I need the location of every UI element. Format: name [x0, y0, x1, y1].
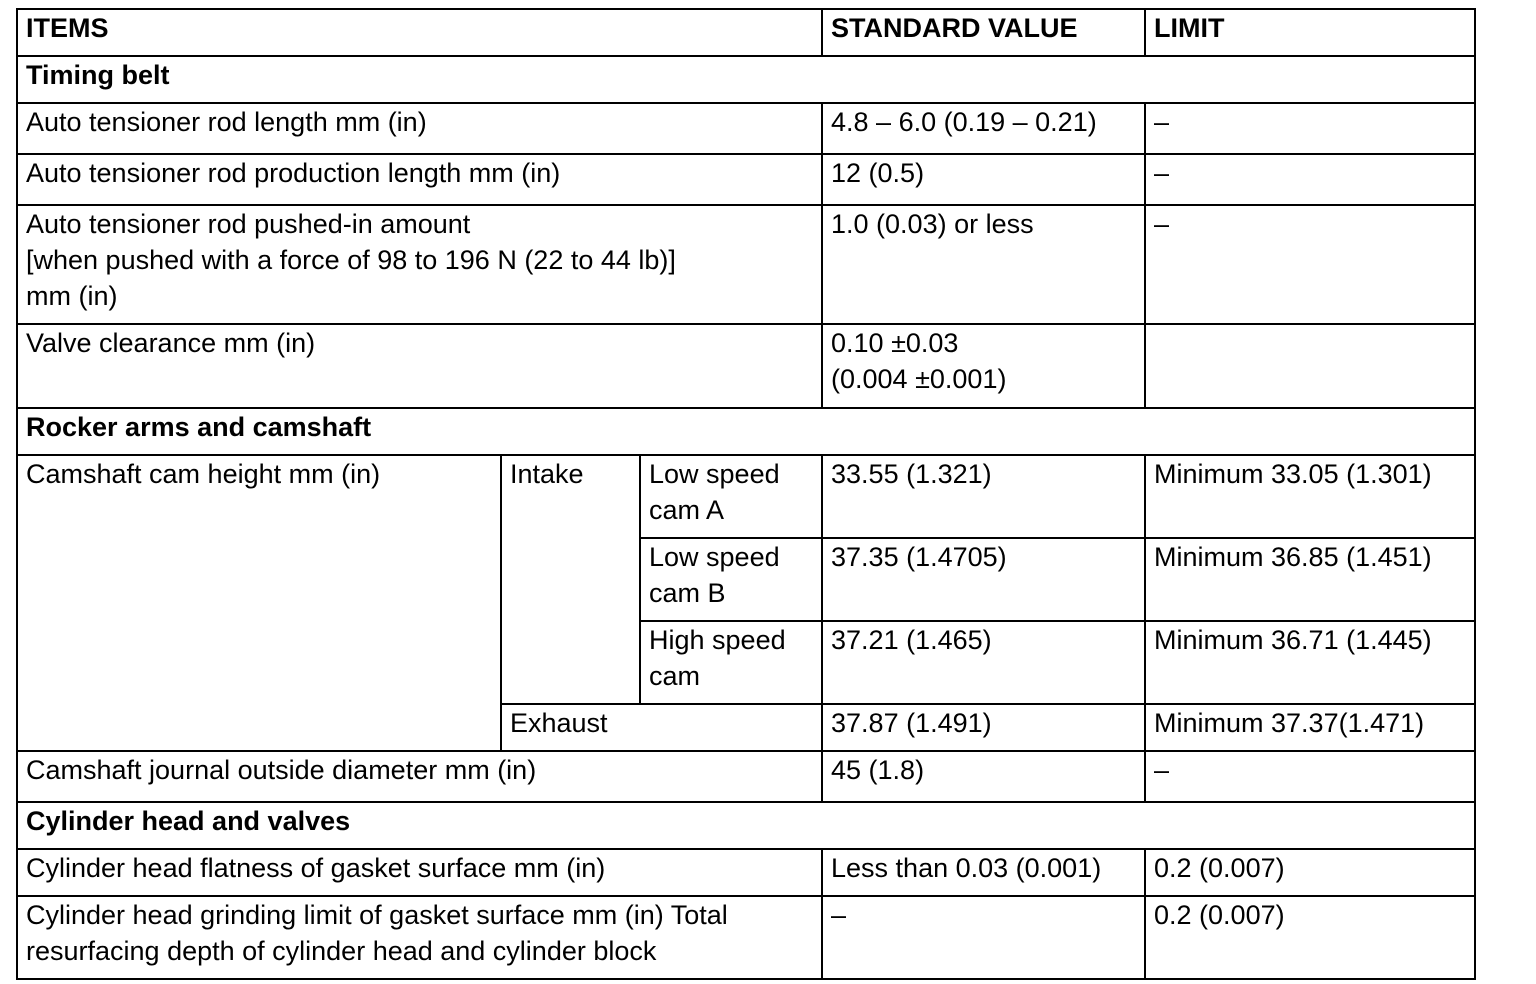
item-cell: Cylinder head flatness of gasket surface mm (in)	[17, 849, 822, 896]
standard-value-cell	[822, 324, 1145, 408]
item-cell: Camshaft cam height mm (in)	[17, 455, 501, 751]
cam-label-line: High speed	[649, 625, 786, 655]
item-cell: Camshaft journal outside diameter mm (in)	[17, 751, 822, 802]
exhaust-cell: Exhaust	[501, 704, 822, 751]
standard-value-cell: 1.0 (0.03) or less	[822, 205, 1145, 324]
item-cell	[17, 205, 822, 324]
cam-label-cell	[640, 538, 822, 621]
table-row	[17, 751, 1475, 802]
item-cell: Valve clearance mm (in)	[17, 324, 822, 408]
limit-cell: 0.2 (0.007)	[1145, 849, 1475, 896]
standard-value-cell: 4.8 – 6.0 (0.19 – 0.21)	[822, 103, 1145, 154]
limit-cell: –	[1145, 751, 1475, 802]
table-row	[17, 896, 1475, 979]
item-cell: Auto tensioner rod production length mm (in)	[17, 154, 822, 205]
item-line: Auto tensioner rod pushed-in amount	[26, 209, 471, 239]
standard-value-cell: Less than 0.03 (0.001)	[822, 849, 1145, 896]
cam-label-line: Low speed	[649, 542, 780, 572]
limit-cell: Minimum 37.37(1.471)	[1145, 704, 1475, 751]
section-title-rocker-arms: Rocker arms and camshaft	[17, 408, 1475, 455]
item-line: mm (in)	[26, 281, 118, 311]
header-items: ITEMS	[17, 9, 822, 56]
standard-value-line: (0.004 ±0.001)	[831, 364, 1007, 394]
standard-value-line: 0.10 ±0.03	[831, 328, 959, 358]
section-row-cylinder-head	[17, 802, 1475, 849]
item-line: [when pushed with a force of 98 to 196 N (22 to 44 lb)]	[26, 245, 676, 275]
limit-cell: 0.2 (0.007)	[1145, 896, 1475, 979]
table-row	[17, 103, 1475, 154]
table-row	[17, 205, 1475, 324]
limit-cell: –	[1145, 154, 1475, 205]
limit-cell: Minimum 33.05 (1.301)	[1145, 455, 1475, 538]
standard-value-cell: 37.21 (1.465)	[822, 621, 1145, 704]
item-cell	[17, 896, 822, 979]
item-line: Cylinder head grinding limit of gasket surface mm (in) Total	[26, 900, 728, 930]
standard-value-cell: 37.35 (1.4705)	[822, 538, 1145, 621]
section-title-timing-belt: Timing belt	[17, 56, 1475, 103]
limit-cell: Minimum 36.71 (1.445)	[1145, 621, 1475, 704]
table-row	[17, 154, 1475, 205]
item-line: resurfacing depth of cylinder head and cylinder block	[26, 936, 657, 966]
section-row-rocker-arms	[17, 408, 1475, 455]
specification-table	[16, 8, 1476, 980]
standard-value-cell: 33.55 (1.321)	[822, 455, 1145, 538]
cam-label-cell	[640, 455, 822, 538]
standard-value-cell: 45 (1.8)	[822, 751, 1145, 802]
item-cell: Auto tensioner rod length mm (in)	[17, 103, 822, 154]
table-row	[17, 455, 1475, 538]
cam-label-line: cam	[649, 661, 701, 691]
section-row-timing-belt	[17, 56, 1475, 103]
standard-value-cell: 37.87 (1.491)	[822, 704, 1145, 751]
limit-cell	[1145, 324, 1475, 408]
table-header-row	[17, 9, 1475, 56]
limit-cell: –	[1145, 205, 1475, 324]
standard-value-cell: 12 (0.5)	[822, 154, 1145, 205]
table-row	[17, 324, 1475, 408]
table-row	[17, 849, 1475, 896]
intake-cell: Intake	[501, 455, 640, 704]
cam-label-cell	[640, 621, 822, 704]
cam-label-line: cam A	[649, 495, 725, 525]
standard-value-cell: –	[822, 896, 1145, 979]
limit-cell: Minimum 36.85 (1.451)	[1145, 538, 1475, 621]
limit-cell: –	[1145, 103, 1475, 154]
header-limit: LIMIT	[1145, 9, 1475, 56]
cam-label-line: Low speed	[649, 459, 780, 489]
header-standard-value: STANDARD VALUE	[822, 9, 1145, 56]
cam-label-line: cam B	[649, 578, 726, 608]
section-title-cylinder-head: Cylinder head and valves	[17, 802, 1475, 849]
